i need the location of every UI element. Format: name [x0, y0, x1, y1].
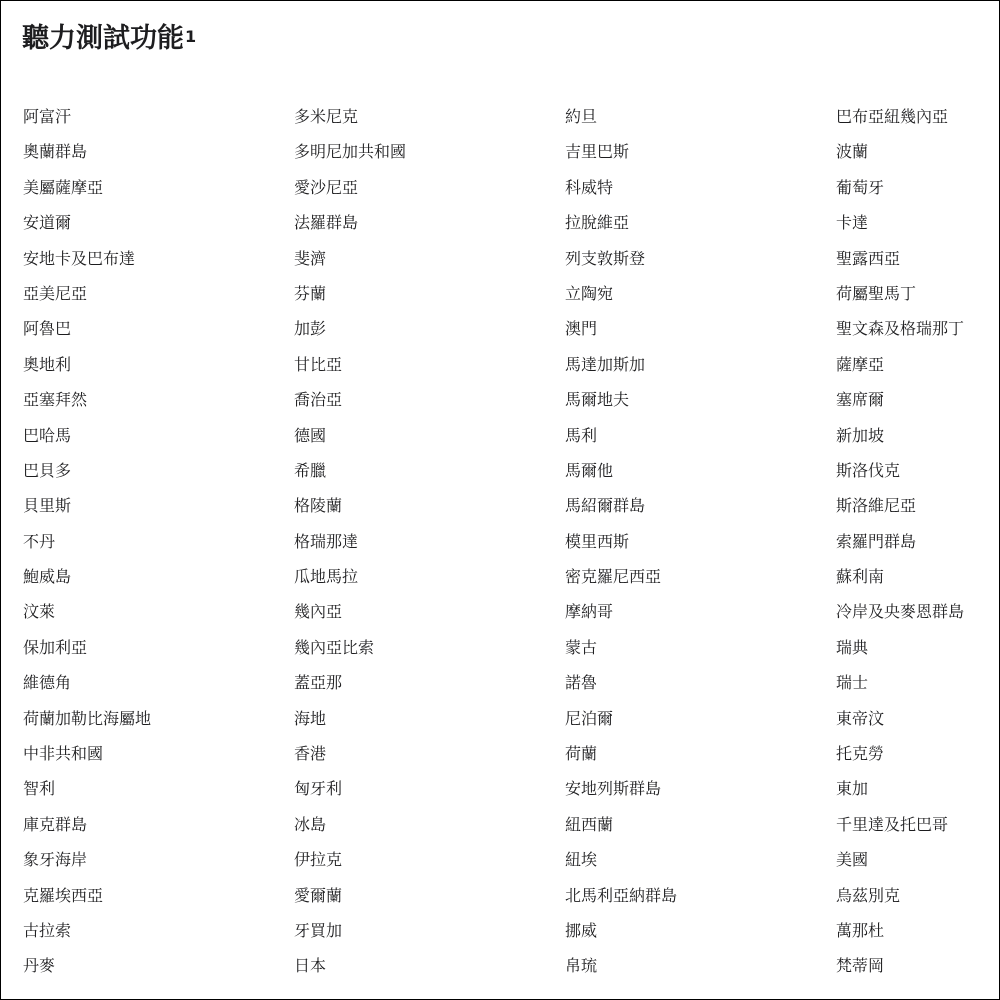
country-item: 美國: [836, 850, 869, 870]
country-item: 香港: [294, 744, 327, 764]
country-item: 尼泊爾: [565, 708, 614, 728]
country-item: 卡達: [836, 213, 869, 233]
country-item: 加彭: [294, 319, 327, 339]
country-column-4: [836, 99, 964, 984]
country-item: 科威特: [565, 177, 614, 197]
country-item: 日本: [294, 956, 327, 976]
country-item: 奧蘭群島: [23, 142, 88, 162]
country-item: 吉里巴斯: [565, 142, 630, 162]
country-item: 索羅門群島: [836, 531, 917, 551]
country-item: 北馬利亞納群島: [565, 885, 678, 905]
country-item: 喬治亞: [294, 390, 343, 410]
country-item: 聖露西亞: [836, 248, 901, 268]
country-item: 烏茲別克: [836, 885, 901, 905]
country-item: 荷蘭加勒比海屬地: [23, 708, 152, 728]
country-item: 帛琉: [565, 956, 598, 976]
country-item: 安地卡及巴布達: [23, 248, 136, 268]
country-item: 模里西斯: [565, 531, 630, 551]
country-item: 瑞士: [836, 673, 869, 693]
country-item: 象牙海岸: [23, 850, 88, 870]
country-item: 瓜地馬拉: [294, 567, 359, 587]
country-item: 希臘: [294, 460, 327, 480]
country-item: 斯洛維尼亞: [836, 496, 917, 516]
country-item: 多明尼加共和國: [294, 142, 407, 162]
country-item: 多米尼克: [294, 107, 359, 126]
country-item: 格陵蘭: [294, 496, 343, 516]
country-column-2: [294, 99, 406, 984]
country-item: 波蘭: [836, 142, 869, 162]
country-item: 冰島: [294, 814, 327, 834]
country-item: 立陶宛: [565, 283, 614, 303]
country-item: 蘇利南: [836, 567, 885, 587]
country-item: 愛沙尼亞: [294, 177, 359, 197]
country-column-3: [565, 99, 677, 984]
country-item: 蒙古: [565, 637, 598, 657]
country-item: 馬利: [565, 425, 598, 445]
country-item: 亞美尼亞: [23, 283, 88, 303]
country-item: 蓋亞那: [294, 673, 343, 693]
country-item: 列支敦斯登: [565, 248, 646, 268]
country-item: 不丹: [23, 531, 56, 551]
country-item: 荷屬聖馬丁: [836, 283, 917, 303]
country-item: 聖文森及格瑞那丁: [836, 319, 965, 339]
country-item: 古拉索: [23, 920, 72, 940]
country-item: 塞席爾: [836, 390, 885, 410]
country-item: 貝里斯: [23, 496, 72, 516]
country-item: 幾內亞: [294, 602, 343, 622]
country-item: 梵蒂岡: [836, 956, 885, 976]
country-item: 巴布亞紐幾內亞: [836, 107, 949, 126]
country-item: 葡萄牙: [836, 177, 885, 197]
country-item: 維德角: [23, 673, 72, 693]
country-item: 阿魯巴: [23, 319, 72, 339]
country-item: 法羅群島: [294, 213, 359, 233]
country-item: 約旦: [565, 107, 598, 126]
country-item: 汶萊: [23, 602, 56, 622]
country-item: 薩摩亞: [836, 354, 885, 374]
country-item: 鮑威島: [23, 567, 72, 587]
country-item: 芬蘭: [294, 283, 327, 303]
country-item: 荷蘭: [565, 744, 598, 764]
page-title: [22, 19, 196, 59]
country-item: 智利: [23, 779, 56, 799]
country-item: 格瑞那達: [294, 531, 359, 551]
country-item: 冷岸及央麥恩群島: [836, 602, 965, 622]
country-item: 安道爾: [23, 213, 72, 233]
country-item: 亞塞拜然: [23, 390, 88, 410]
country-item: 中非共和國: [23, 744, 104, 764]
country-item: 東帝汶: [836, 708, 885, 728]
country-column-1: [23, 99, 151, 984]
country-item: 摩納哥: [565, 602, 614, 622]
country-item: 美屬薩摩亞: [23, 177, 104, 197]
country-item: 諾魯: [565, 673, 598, 693]
country-item: 安地列斯群島: [565, 779, 662, 799]
country-item: 東加: [836, 779, 869, 799]
country-item: 新加坡: [836, 425, 885, 445]
country-item: 丹麥: [23, 956, 56, 976]
country-item: 海地: [294, 708, 327, 728]
country-item: 萬那杜: [836, 920, 885, 940]
country-item: 瑞典: [836, 637, 869, 657]
country-item: 幾內亞比索: [294, 637, 375, 657]
country-item: 拉脫維亞: [565, 213, 630, 233]
country-item: 奧地利: [23, 354, 72, 374]
page-title-text: 聽力測試功能: [22, 23, 184, 54]
country-item: 巴貝多: [23, 460, 72, 480]
country-item: 密克羅尼西亞: [565, 567, 662, 587]
country-item: 巴哈馬: [23, 425, 72, 445]
country-item: 紐埃: [565, 850, 598, 870]
country-item: 斯洛伐克: [836, 460, 901, 480]
country-item: 挪威: [565, 920, 598, 940]
country-item: 斐濟: [294, 248, 327, 268]
country-item: 愛爾蘭: [294, 885, 343, 905]
country-item: 克羅埃西亞: [23, 885, 104, 905]
country-item: 匈牙利: [294, 779, 343, 799]
footnote-marker[interactable]: 1: [185, 27, 197, 46]
country-item: 澳門: [565, 319, 598, 339]
country-item: 阿富汗: [23, 107, 72, 126]
country-item: 千里達及托巴哥: [836, 814, 949, 834]
country-item: 馬紹爾群島: [565, 496, 646, 516]
country-item: 庫克群島: [23, 814, 88, 834]
country-item: 紐西蘭: [565, 814, 614, 834]
country-item: 甘比亞: [294, 354, 343, 374]
country-item: 馬達加斯加: [565, 354, 646, 374]
country-item: 馬爾他: [565, 460, 614, 480]
country-item: 伊拉克: [294, 850, 343, 870]
country-item: 托克勞: [836, 744, 885, 764]
country-item: 德國: [294, 425, 327, 445]
country-item: 保加利亞: [23, 637, 88, 657]
country-item: 牙買加: [294, 920, 343, 940]
country-item: 馬爾地夫: [565, 390, 630, 410]
